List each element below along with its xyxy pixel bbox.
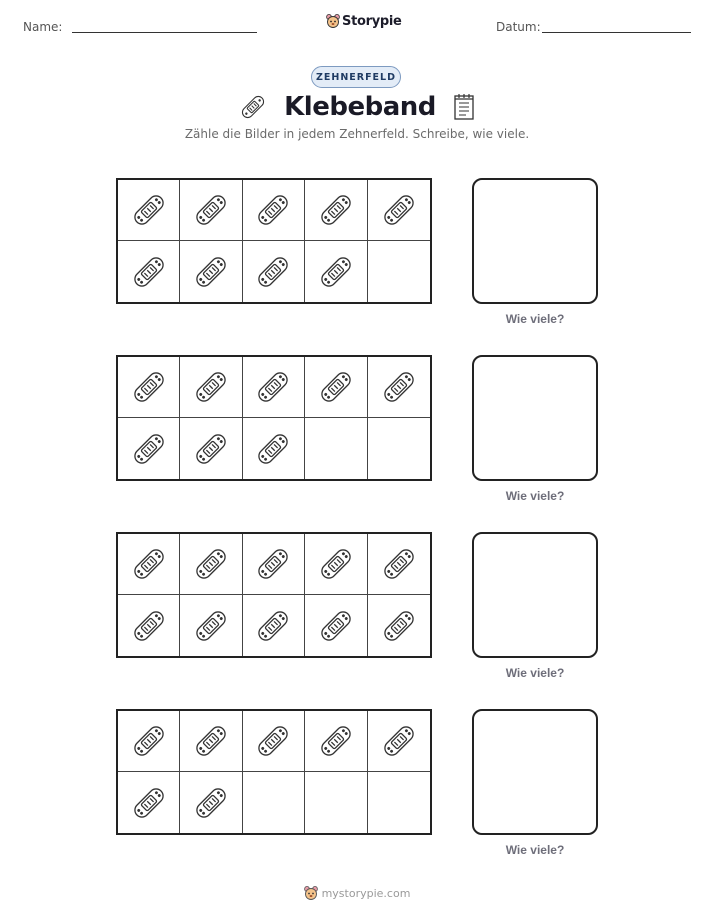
name-line[interactable]: [72, 32, 257, 33]
filled-cell: [243, 418, 305, 479]
filled-cell: [118, 241, 180, 302]
filled-cell: [368, 711, 430, 772]
bandage-icon: [379, 367, 419, 407]
bandage-icon: [316, 721, 356, 761]
empty-cell: [368, 772, 430, 833]
bandage-icon: [129, 721, 169, 761]
category-badge: ZEHNERFELD: [311, 66, 401, 88]
filled-cell: [118, 534, 180, 595]
bandage-icon: [316, 606, 356, 646]
filled-cell: [118, 595, 180, 656]
filled-cell: [180, 772, 242, 833]
answer-label-2: Wie viele?: [505, 489, 565, 503]
filled-cell: [243, 241, 305, 302]
bandage-icon: [379, 190, 419, 230]
filled-cell: [368, 180, 430, 241]
bandage-icon: [191, 367, 231, 407]
bandage-icon: [253, 544, 293, 584]
answer-label-3: Wie viele?: [505, 666, 565, 680]
filled-cell: [305, 180, 367, 241]
bandage-icon: [129, 252, 169, 292]
bandage-icon: [316, 544, 356, 584]
filled-cell: [305, 534, 367, 595]
bandage-icon: [191, 252, 231, 292]
footer-url[interactable]: mystorypie.com: [321, 886, 411, 900]
bandage-icon: [253, 252, 293, 292]
bandage-icon: [238, 92, 268, 122]
bandage-icon: [191, 606, 231, 646]
brand-name: Storypie: [342, 13, 402, 29]
filled-cell: [243, 595, 305, 656]
bandage-icon: [253, 606, 293, 646]
bandage-icon: [316, 367, 356, 407]
empty-cell: [305, 772, 367, 833]
empty-cell: [368, 418, 430, 479]
answer-box-2[interactable]: [472, 355, 598, 481]
filled-cell: [118, 357, 180, 418]
bandage-icon: [129, 783, 169, 823]
ten-frame-2: [116, 355, 432, 481]
bandage-icon: [191, 783, 231, 823]
bandage-icon: [253, 190, 293, 230]
ten-frame-4: [116, 709, 432, 835]
bandage-icon: [379, 721, 419, 761]
bandage-icon: [191, 721, 231, 761]
date-label: Datum:: [496, 20, 541, 34]
empty-cell: [368, 241, 430, 302]
answer-label-1: Wie viele?: [505, 312, 565, 326]
filled-cell: [305, 711, 367, 772]
filled-cell: [243, 711, 305, 772]
bandage-icon: [129, 367, 169, 407]
filled-cell: [243, 534, 305, 595]
bandage-icon: [253, 721, 293, 761]
filled-cell: [243, 180, 305, 241]
bandage-icon: [379, 606, 419, 646]
ten-frame-3: [116, 532, 432, 658]
brand-logo: [326, 13, 402, 29]
filled-cell: [243, 357, 305, 418]
bandage-icon: [253, 429, 293, 469]
bandage-icon: [129, 190, 169, 230]
answer-box-3[interactable]: [472, 532, 598, 658]
bandage-icon: [191, 429, 231, 469]
filled-cell: [180, 180, 242, 241]
filled-cell: [305, 241, 367, 302]
filled-cell: [180, 534, 242, 595]
storypie-mascot-icon: [304, 885, 318, 901]
bandage-icon: [253, 367, 293, 407]
filled-cell: [118, 180, 180, 241]
bandage-icon: [316, 252, 356, 292]
bandage-icon: [191, 544, 231, 584]
bandage-icon: [129, 606, 169, 646]
answer-label-4: Wie viele?: [505, 843, 565, 857]
filled-cell: [368, 357, 430, 418]
footer: [0, 885, 714, 901]
bandage-icon: [129, 544, 169, 584]
instructions: Zähle die Bilder in jedem Zehnerfeld. Schreibe, wie viele.: [184, 127, 530, 141]
empty-cell: [243, 772, 305, 833]
ten-frame-1: [116, 178, 432, 304]
title-row: [0, 92, 714, 122]
filled-cell: [180, 241, 242, 302]
filled-cell: [305, 595, 367, 656]
name-label: Name:: [23, 20, 63, 34]
bandage-icon: [129, 429, 169, 469]
storypie-mascot-icon: [326, 13, 340, 29]
bandage-icon: [379, 544, 419, 584]
answer-box-1[interactable]: [472, 178, 598, 304]
filled-cell: [118, 711, 180, 772]
filled-cell: [180, 418, 242, 479]
filled-cell: [180, 595, 242, 656]
filled-cell: [118, 772, 180, 833]
filled-cell: [180, 711, 242, 772]
answer-box-4[interactable]: [472, 709, 598, 835]
page-title: Klebeband: [284, 92, 436, 122]
date-line[interactable]: [542, 32, 691, 33]
bandage-icon: [316, 190, 356, 230]
empty-cell: [305, 418, 367, 479]
filled-cell: [118, 418, 180, 479]
filled-cell: [368, 534, 430, 595]
filled-cell: [368, 595, 430, 656]
filled-cell: [180, 357, 242, 418]
notepad-icon: [452, 93, 476, 121]
filled-cell: [305, 357, 367, 418]
bandage-icon: [191, 190, 231, 230]
